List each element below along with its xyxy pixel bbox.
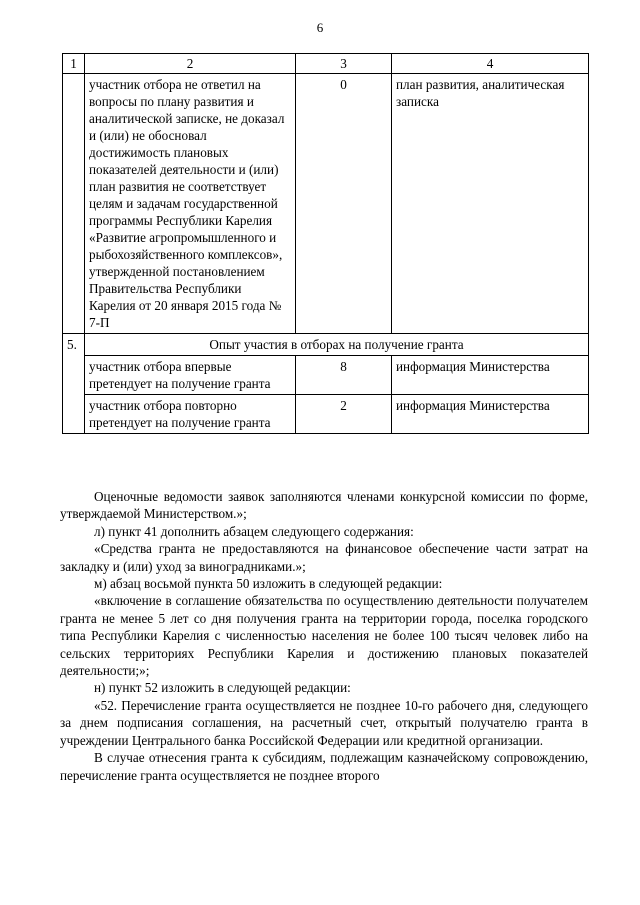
table-row <box>63 74 589 334</box>
paragraph: «Средства гранта не предоставляются на финансовое обеспечение части затрат на закладку и (или) уход за виноградниками.»; <box>60 541 588 574</box>
criterion-cell: участник отбора не ответил на вопросы по плану развития и аналитической записке, не доказал и (или) не обосновал достижимость плановых показателей деятельности и (или) план развития не соответствует целям и задачам государственной программы Республики Карелия «Развитие агропромышленного и рыбохозяйственного комплексов», утвержденной постановлением Правительства Республики Карелия от 20 января 2015 года № 7-П <box>85 74 296 334</box>
section-title-row <box>63 334 589 356</box>
criterion-cell: участник отбора повторно претендует на получение гранта <box>85 395 296 434</box>
paragraph: Оценочные ведомости заявок заполняются членами конкурсной комиссии по форме, утверждаемой Министерством.»; <box>60 489 588 522</box>
score-cell: 8 <box>296 356 392 395</box>
score-cell: 0 <box>296 74 392 334</box>
score-cell: 2 <box>296 395 392 434</box>
criteria-table <box>62 53 589 434</box>
header-cell-4: 4 <box>392 54 589 74</box>
paragraph: В случае отнесения гранта к субсидиям, подлежащим казначейскому сопровождению, перечисление гранта осуществляется не позднее второго <box>60 750 588 783</box>
header-cell-3: 3 <box>296 54 392 74</box>
table-header-row <box>63 54 589 74</box>
paragraph: м) абзац восьмой пункта 50 изложить в следующей редакции: <box>94 576 443 592</box>
table-row <box>63 356 589 395</box>
source-cell: информация Министерства <box>392 356 589 395</box>
section-number-cell: 5. <box>63 334 85 434</box>
paragraph: «включение в соглашение обязательства по осуществлению деятельности получателем гранта не менее 5 лет со дня получения гранта на территории города, поселка городского типа Республики Карелия с численностью населения не более 100 тысяч человек либо на сельских территориях Республики Карелия и достижению плановых показателей деятельности;»; <box>60 593 588 679</box>
table-row <box>63 395 589 434</box>
source-cell: информация Министерства <box>392 395 589 434</box>
source-cell: план развития, аналитическая записка <box>392 74 589 334</box>
page-number: 6 <box>316 20 324 35</box>
paragraph: «52. Перечисление гранта осуществляется не позднее 10-го рабочего дня, следующего за днем подписания соглашения, на расчетный счет, открытый получателю гранта в учреждении Центрального банка Российской Федерации или кредитной организации. <box>60 697 588 748</box>
criterion-cell: участник отбора впервые претендует на получение гранта <box>85 356 296 395</box>
header-cell-1: 1 <box>63 54 85 74</box>
body-text <box>60 488 588 784</box>
header-cell-2: 2 <box>85 54 296 74</box>
section-title-cell: Опыт участия в отборах на получение гранта <box>85 334 589 356</box>
paragraph: л) пункт 41 дополнить абзацем следующего содержания: <box>94 523 414 539</box>
number-cell <box>63 74 85 334</box>
paragraph: н) пункт 52 изложить в следующей редакции: <box>94 680 351 696</box>
